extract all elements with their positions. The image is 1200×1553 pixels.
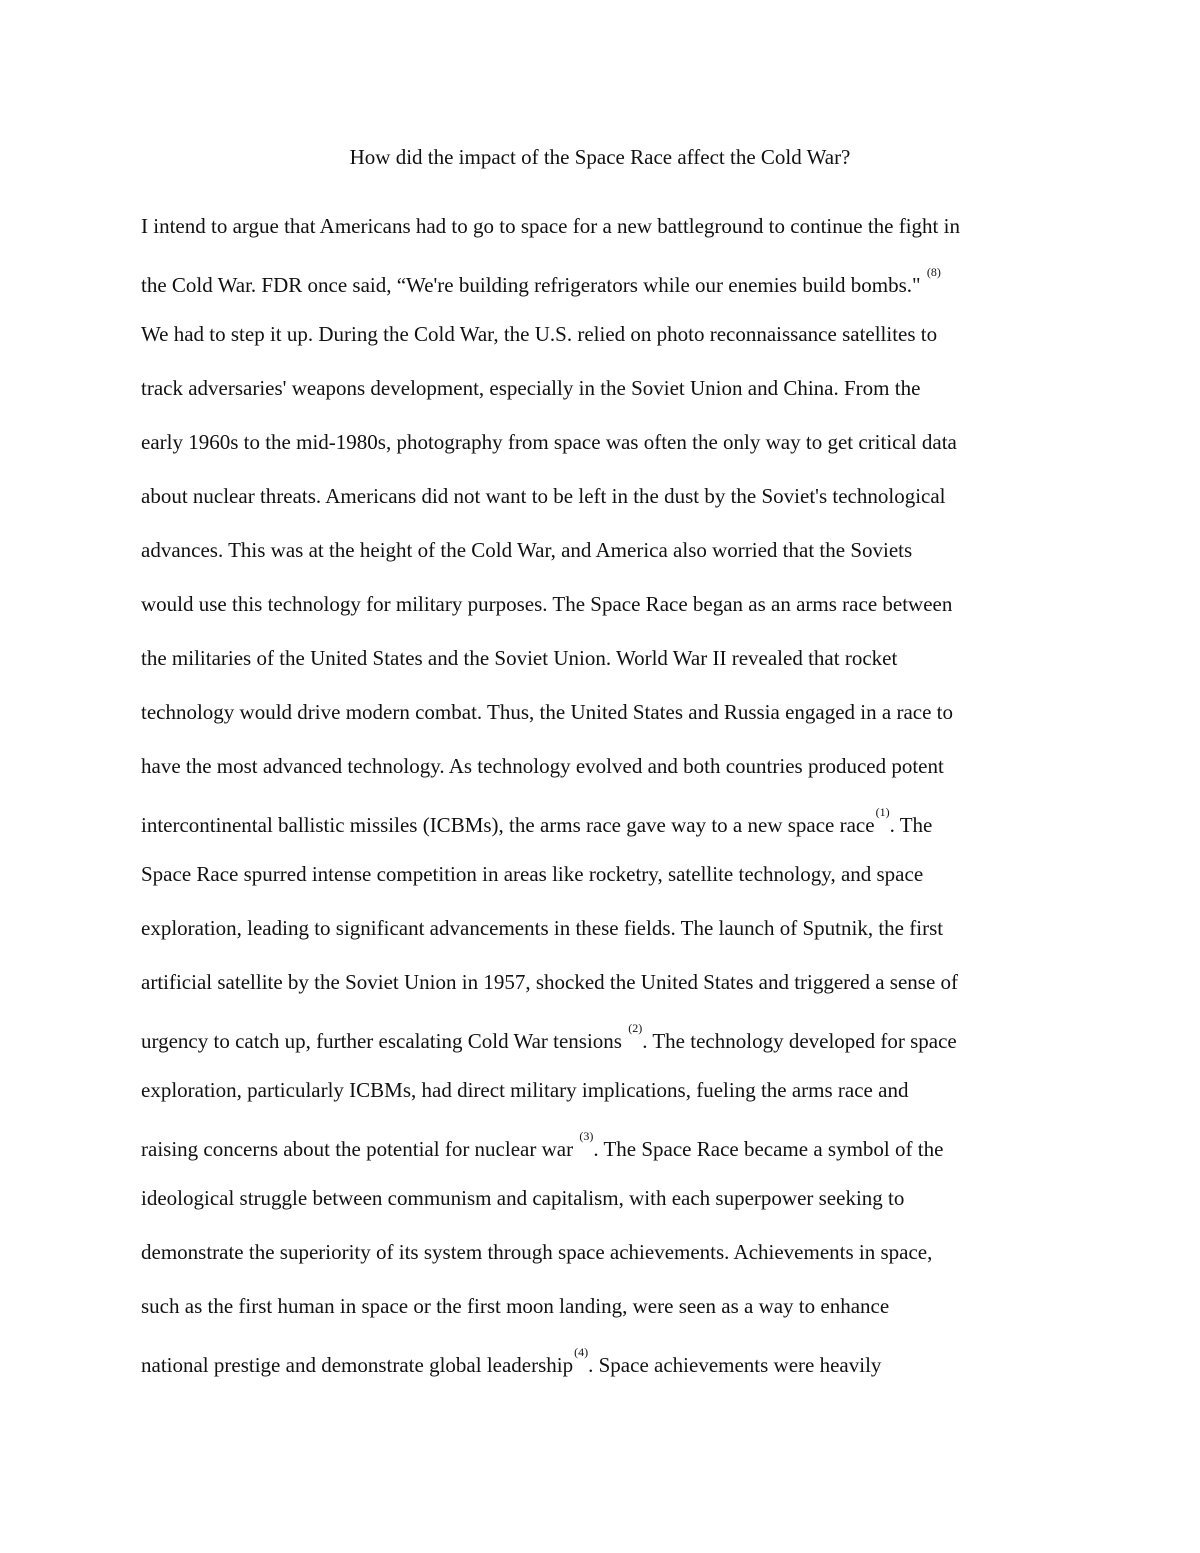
text-line bbox=[141, 318, 1081, 372]
document-title: How did the impact of the Space Race affect the Cold War? bbox=[349, 145, 851, 169]
line-text: early 1960s to the mid-1980s, photography from space was often the only way to get critical data bbox=[141, 430, 957, 454]
line-text: intercontinental ballistic missiles (ICBMs), the arms race gave way to a new space race bbox=[141, 813, 875, 837]
text-line bbox=[141, 966, 1081, 1020]
body-paragraph bbox=[141, 210, 1081, 1398]
line-text: such as the first human in space or the first moon landing, were seen as a way to enhance bbox=[141, 1294, 890, 1318]
footnote-marker: (2) bbox=[628, 1021, 643, 1035]
footnote-marker: (3) bbox=[579, 1129, 594, 1143]
line-text: track adversaries' weapons development, especially in the Soviet Union and China. From the bbox=[141, 376, 921, 400]
line-text: I intend to argue that Americans had to go to space for a new battleground to continue the fight in bbox=[141, 214, 960, 238]
text-line bbox=[141, 372, 1081, 426]
footnote-marker: (1) bbox=[875, 805, 890, 819]
text-line bbox=[141, 912, 1081, 966]
text-line bbox=[141, 858, 1081, 912]
text-line bbox=[141, 1074, 1081, 1128]
line-text-after: . Space achievements were heavily bbox=[588, 1353, 882, 1377]
footnote-marker: (4) bbox=[574, 1345, 589, 1359]
line-text: artificial satellite by the Soviet Union in 1957, shocked the United States and triggered a sense of bbox=[141, 970, 959, 994]
line-text: have the most advanced technology. As technology evolved and both countries produced potent bbox=[141, 754, 944, 778]
text-line bbox=[141, 1344, 1081, 1398]
text-line bbox=[141, 642, 1081, 696]
text-line bbox=[141, 534, 1081, 588]
line-text: about nuclear threats. Americans did not want to be left in the dust by the Soviet's technological bbox=[141, 484, 946, 508]
line-text: the Cold War. FDR once said, “We're building refrigerators while our enemies build bombs." bbox=[141, 273, 926, 297]
line-text: We had to step it up. During the Cold War, the U.S. relied on photo reconnaissance satellites to bbox=[141, 322, 938, 346]
line-text: urgency to catch up, further escalating Cold War tensions bbox=[141, 1029, 628, 1053]
line-text: technology would drive modern combat. Thus, the United States and Russia engaged in a race to bbox=[141, 700, 953, 724]
line-text: raising concerns about the potential for nuclear war bbox=[141, 1137, 579, 1161]
line-text-after: . The Space Race became a symbol of the bbox=[593, 1137, 944, 1161]
text-line bbox=[141, 480, 1081, 534]
text-line bbox=[141, 426, 1081, 480]
footnote-marker: (8) bbox=[926, 265, 941, 279]
line-text-after: . The bbox=[889, 813, 933, 837]
text-line bbox=[141, 1020, 1081, 1074]
line-text: ideological struggle between communism and capitalism, with each superpower seeking to bbox=[141, 1186, 905, 1210]
text-line bbox=[141, 696, 1081, 750]
line-text: demonstrate the superiority of its system through space achievements. Achievements in space, bbox=[141, 1240, 933, 1264]
text-line bbox=[141, 1290, 1081, 1344]
line-text: would use this technology for military purposes. The Space Race began as an arms race between bbox=[141, 592, 953, 616]
line-text-after: . The technology developed for space bbox=[642, 1029, 957, 1053]
line-text: Space Race spurred intense competition in areas like rocketry, satellite technology, and space bbox=[141, 862, 924, 886]
text-line bbox=[141, 1236, 1081, 1290]
text-line bbox=[141, 750, 1081, 804]
line-text: exploration, leading to significant advancements in these fields. The launch of Sputnik, the first bbox=[141, 916, 944, 940]
text-line bbox=[141, 804, 1081, 858]
text-line bbox=[141, 264, 1081, 318]
line-text: the militaries of the United States and the Soviet Union. World War II revealed that rocket bbox=[141, 646, 898, 670]
text-line bbox=[141, 588, 1081, 642]
text-line bbox=[141, 210, 1081, 264]
line-text: advances. This was at the height of the Cold War, and America also worried that the Soviets bbox=[141, 538, 913, 562]
text-line bbox=[141, 1128, 1081, 1182]
line-text: national prestige and demonstrate global leadership bbox=[141, 1353, 574, 1377]
text-line bbox=[141, 1182, 1081, 1236]
line-text: exploration, particularly ICBMs, had direct military implications, fueling the arms race and bbox=[141, 1078, 909, 1102]
